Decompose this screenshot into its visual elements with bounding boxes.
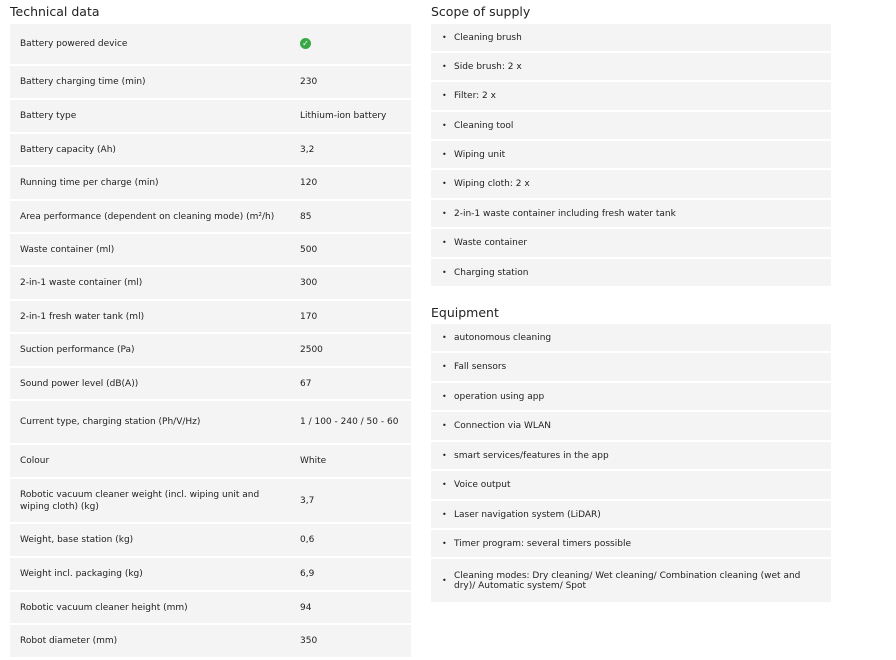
tech-row-value: 1 / 100 - 240 / 50 - 60 bbox=[300, 417, 399, 427]
equipment-item-text: operation using app bbox=[454, 391, 545, 402]
bullet-icon: • bbox=[442, 509, 447, 519]
bullet-icon: • bbox=[442, 149, 447, 159]
tech-row-label: Sound power level (dB(A)) bbox=[20, 378, 139, 389]
scope-of-supply-list bbox=[431, 24, 831, 288]
tech-row-value: 3,7 bbox=[300, 495, 315, 506]
bullet-icon: • bbox=[442, 391, 447, 401]
tech-row-label: Weight incl. packaging (kg) bbox=[20, 569, 143, 579]
scope-item bbox=[431, 170, 831, 200]
tech-row bbox=[10, 558, 411, 592]
tech-row-value: Lithium-ion battery bbox=[300, 111, 387, 121]
equipment-item bbox=[431, 412, 831, 442]
tech-row bbox=[10, 334, 411, 368]
scope-item bbox=[431, 229, 831, 259]
scope-item-text: Waste container bbox=[454, 238, 528, 248]
equipment-item-text: smart services/features in the app bbox=[454, 450, 609, 461]
bullet-icon: • bbox=[442, 91, 447, 100]
bullet-icon: • bbox=[442, 450, 447, 460]
tech-row bbox=[10, 301, 411, 334]
tech-row bbox=[10, 592, 411, 625]
tech-row bbox=[10, 401, 411, 445]
bullet-icon: • bbox=[442, 61, 447, 71]
tech-row-value: 300 bbox=[300, 278, 318, 288]
scope-item bbox=[431, 259, 831, 288]
equipment-list bbox=[431, 324, 831, 604]
equipment-item-text: Fall sensors bbox=[454, 362, 507, 372]
equipment-item bbox=[431, 471, 831, 501]
equipment-item-text: Timer program: several timers possible bbox=[454, 538, 631, 549]
tech-row-label: 2-in-1 waste container (ml) bbox=[20, 278, 143, 288]
equipment-item-text: Laser navigation system (LiDAR) bbox=[454, 509, 601, 520]
tech-row-label: Current type, charging station (Ph/V/Hz) bbox=[20, 417, 201, 427]
equipment-item bbox=[431, 353, 831, 383]
bullet-icon: • bbox=[442, 238, 447, 247]
equipment-title: Equipment bbox=[431, 305, 499, 320]
bullet-icon: • bbox=[442, 267, 447, 277]
equipment-item-text: Voice output bbox=[454, 480, 511, 490]
tech-row-label: Weight, base station (kg) bbox=[20, 535, 134, 545]
scope-item-text: Wiping unit bbox=[454, 149, 506, 160]
tech-row bbox=[10, 201, 411, 234]
scope-item-text: Charging station bbox=[454, 267, 529, 278]
scope-item bbox=[431, 112, 831, 141]
bullet-icon: • bbox=[442, 208, 447, 218]
scope-item bbox=[431, 141, 831, 170]
bullet-icon: • bbox=[442, 421, 447, 430]
equipment-item-text: Cleaning modes: Dry cleaning/ Wet cleaning/ Combination cleaning (wet and dry)/ Automatic system/ Spot bbox=[454, 570, 801, 591]
tech-row-label: Battery powered device bbox=[20, 39, 128, 49]
tech-row bbox=[10, 368, 411, 401]
equipment-item-text: autonomous cleaning bbox=[454, 332, 552, 343]
bullet-icon: • bbox=[442, 332, 447, 342]
scope-item-text: Filter: 2 x bbox=[454, 91, 496, 101]
tech-row bbox=[10, 625, 411, 659]
tech-row bbox=[10, 445, 411, 479]
tech-row-value: 2500 bbox=[300, 345, 323, 355]
scope-item-text: Wiping cloth: 2 x bbox=[454, 179, 530, 189]
tech-row bbox=[10, 234, 411, 267]
tech-row-label: Battery charging time (min) bbox=[20, 77, 146, 87]
tech-row-label: Running time per charge (min) bbox=[20, 178, 159, 188]
equipment-item bbox=[431, 324, 831, 353]
scope-item bbox=[431, 82, 831, 112]
scope-of-supply-title: Scope of supply bbox=[431, 4, 531, 19]
scope-item-text: Side brush: 2 x bbox=[454, 61, 522, 72]
scope-item-text: Cleaning brush bbox=[454, 32, 522, 43]
tech-row-label: Area performance (dependent on cleaning mode) (m²/h) bbox=[20, 211, 275, 222]
bullet-icon: • bbox=[442, 538, 447, 548]
equipment-item bbox=[431, 530, 831, 559]
bullet-icon: • bbox=[442, 362, 447, 371]
check-circle-icon: ✓ bbox=[300, 38, 311, 49]
equipment-item bbox=[431, 559, 831, 604]
tech-row-label: Robot diameter (mm) bbox=[20, 636, 118, 646]
tech-row bbox=[10, 134, 411, 167]
tech-row-label: Battery capacity (Ah) bbox=[20, 144, 116, 155]
tech-row-value: 67 bbox=[300, 378, 312, 389]
tech-row-value: 350 bbox=[300, 636, 318, 646]
tech-row-value: 170 bbox=[300, 311, 318, 322]
technical-data-table bbox=[10, 24, 411, 659]
tech-row-value: 0,6 bbox=[300, 535, 315, 545]
tech-row bbox=[10, 167, 411, 201]
tech-row bbox=[10, 100, 411, 134]
bullet-icon: • bbox=[442, 120, 447, 130]
tech-row-value: 500 bbox=[300, 244, 318, 255]
tech-row-label: Waste container (ml) bbox=[20, 244, 115, 255]
bullet-icon: • bbox=[442, 480, 447, 489]
tech-row-value: 85 bbox=[300, 211, 312, 222]
tech-row-value: 94 bbox=[300, 602, 312, 613]
tech-row bbox=[10, 479, 411, 524]
equipment-item bbox=[431, 501, 831, 530]
tech-row bbox=[10, 524, 411, 558]
equipment-item-text: Connection via WLAN bbox=[454, 421, 551, 431]
scope-item-text: 2-in-1 waste container including fresh water tank bbox=[454, 208, 676, 219]
scope-item bbox=[431, 24, 831, 53]
equipment-item bbox=[431, 442, 831, 471]
tech-row-value: 6,9 bbox=[300, 569, 315, 579]
technical-data-title: Technical data bbox=[10, 4, 100, 19]
tech-row-label: Robotic vacuum cleaner weight (incl. wiping unit and wiping cloth) (kg) bbox=[20, 489, 260, 512]
scope-item bbox=[431, 200, 831, 229]
tech-row-value: 120 bbox=[300, 178, 318, 188]
tech-row bbox=[10, 66, 411, 100]
bullet-icon: • bbox=[442, 179, 447, 188]
scope-item bbox=[431, 53, 831, 82]
tech-row-label: Colour bbox=[20, 456, 50, 466]
equipment-item bbox=[431, 383, 831, 412]
bullet-icon: • bbox=[442, 32, 447, 42]
tech-row-value bbox=[300, 38, 411, 50]
tech-row-label: 2-in-1 fresh water tank (ml) bbox=[20, 311, 145, 322]
tech-row-value: White bbox=[300, 456, 327, 466]
tech-row bbox=[10, 24, 411, 66]
tech-row-value: 3,2 bbox=[300, 144, 315, 155]
bullet-icon: • bbox=[442, 575, 447, 585]
scope-item-text: Cleaning tool bbox=[454, 120, 514, 131]
tech-row-label: Suction performance (Pa) bbox=[20, 345, 135, 355]
tech-row bbox=[10, 267, 411, 301]
tech-row-label: Battery type bbox=[20, 111, 77, 121]
tech-row-value: 230 bbox=[300, 77, 318, 87]
tech-row-label: Robotic vacuum cleaner height (mm) bbox=[20, 602, 188, 613]
